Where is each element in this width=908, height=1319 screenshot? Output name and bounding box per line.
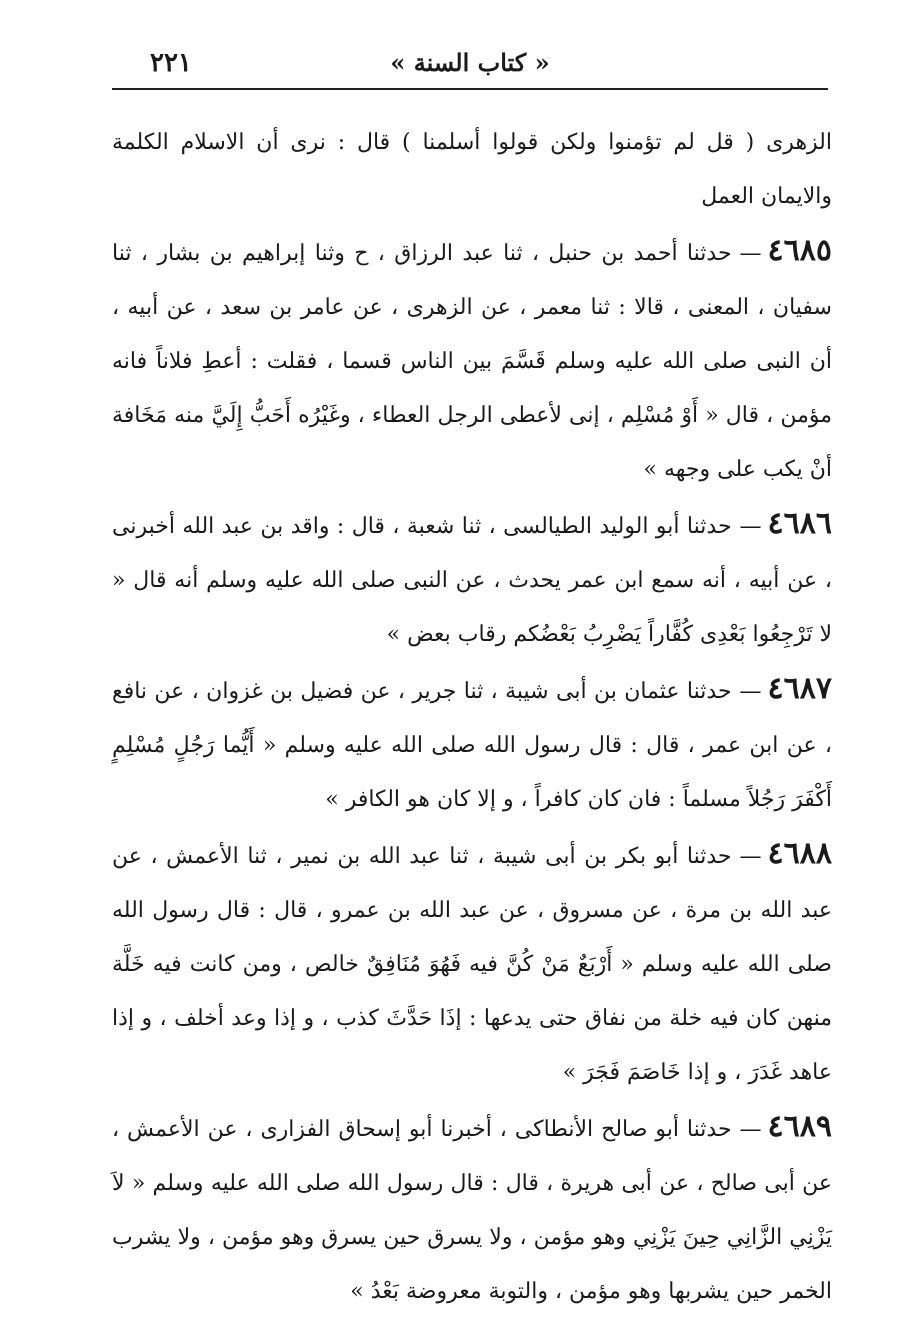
header-divider [112,88,828,90]
hadith-text: حدثنا أبو صالح الأنطاكى ، أخبرنا أبو إسحاق الفزارى ، عن الأعمش ، عن أبى صالح ، عن أبى هريرة ، قال : قال رسول الله صلى الله عليه وسلم « لاَ يَزْنِي الزَّانِي حِينَ يَزْنِي وهو مؤمن ، ولا يسرق حين يسرق وهو مؤمن ، ولا يشرب الخمر حين يشربها وهو مؤمن ، والتوبة معروضة بَعْدُ » [112,1117,832,1304]
page-header [110,44,830,90]
hadith-dash: — [739,1117,762,1142]
hadith-number: ٤٦٨٥ [767,233,832,268]
book-title: « كتاب السنة » [390,48,550,77]
hadith-text: حدثنا أبو الوليد الطيالسى ، ثنا شعبة ، قال : واقد بن عبد الله أخبرنى ، عن أبيه ، أنه سمع ابن عمر يحدث ، عن النبى صلى الله عليه وسلم أنه قال « لا تَرْجِعُوا بَعْدِى كُفَّاراً يَضْرِبُ بَعْضُكم رقاب بعض » [112,514,832,647]
hadith-paragraph [112,662,832,827]
hadith-dash: — [739,241,762,266]
hadith-paragraph [112,1100,832,1319]
intro-text: الزهرى ( قل لم تؤمنوا ولكن قولوا أسلمنا ) قال : نرى أن الاسلام الكلمة والايمان العمل [112,130,832,209]
page-number: ٢٢١ [150,48,192,78]
hadith-paragraph [112,497,832,662]
hadith-number: ٤٦٨٦ [767,506,832,541]
hadith-number: ٤٦٨٩ [767,1109,832,1144]
hadith-number: ٤٦٨٨ [767,836,832,871]
hadith-dash: — [739,514,762,539]
hadith-dash: — [739,844,762,869]
page-body [112,116,832,1319]
hadith-number: ٤٦٨٧ [767,671,832,706]
hadith-text: حدثنا أبو بكر بن أبى شيبة ، ثنا عبد الله بن نمير ، ثنا الأعمش ، عن عبد الله بن مرة ، عن مسروق ، عن عبد الله بن عمرو ، قال : قال رسول الله صلى الله عليه وسلم « أَرْبَعٌ مَنْ كُنَّ فيه فَهُوَ مُنَافِقٌ خالص ، ومن كانت فيه خَلَّة منهن كان فيه خلة من نفاق حتى يدعها : إذَا حَدَّثَ كذب ، و إذا وعد أخلف ، و إذا عاهد غَدَرَ ، و إذا خَاصَمَ فَجَرَ » [112,844,832,1085]
hadith-text: حدثنا أحمد بن حنبل ، ثنا عبد الرزاق ، ح وثنا إبراهيم بن بشار ، ثنا سفيان ، المعنى ، قالا : ثنا معمر ، عن الزهرى ، عن عامر بن سعد ، عن أبيه ، أن النبى صلى الله عليه وسلم قَسَّمَ بين الناس قسما ، فقلت : أعطِ فلاناً فانه مؤمن ، قال « أَوْ مُسْلِم ، إنى لأعطى الرجل العطاء ، وغَيْرُه أَحَبُّ إِلَيَّ منه مَخَافة أنْ يكب على وجهه » [112,241,832,482]
hadith-text: حدثنا عثمان بن أبى شيبة ، ثنا جرير ، عن فضيل بن غزوان ، عن نافع ، عن ابن عمر ، قال : قال رسول الله صلى الله عليه وسلم « أَيُّما رَجُلٍ مُسْلِمٍ أَكْفَرَ رَجُلاً مسلماً : فان كان كافراً ، و إلا كان هو الكافر » [112,679,832,812]
hadith-paragraph [112,827,832,1100]
hadith-paragraph [112,224,832,497]
hadith-dash: — [739,679,762,704]
intro-paragraph [112,116,832,224]
